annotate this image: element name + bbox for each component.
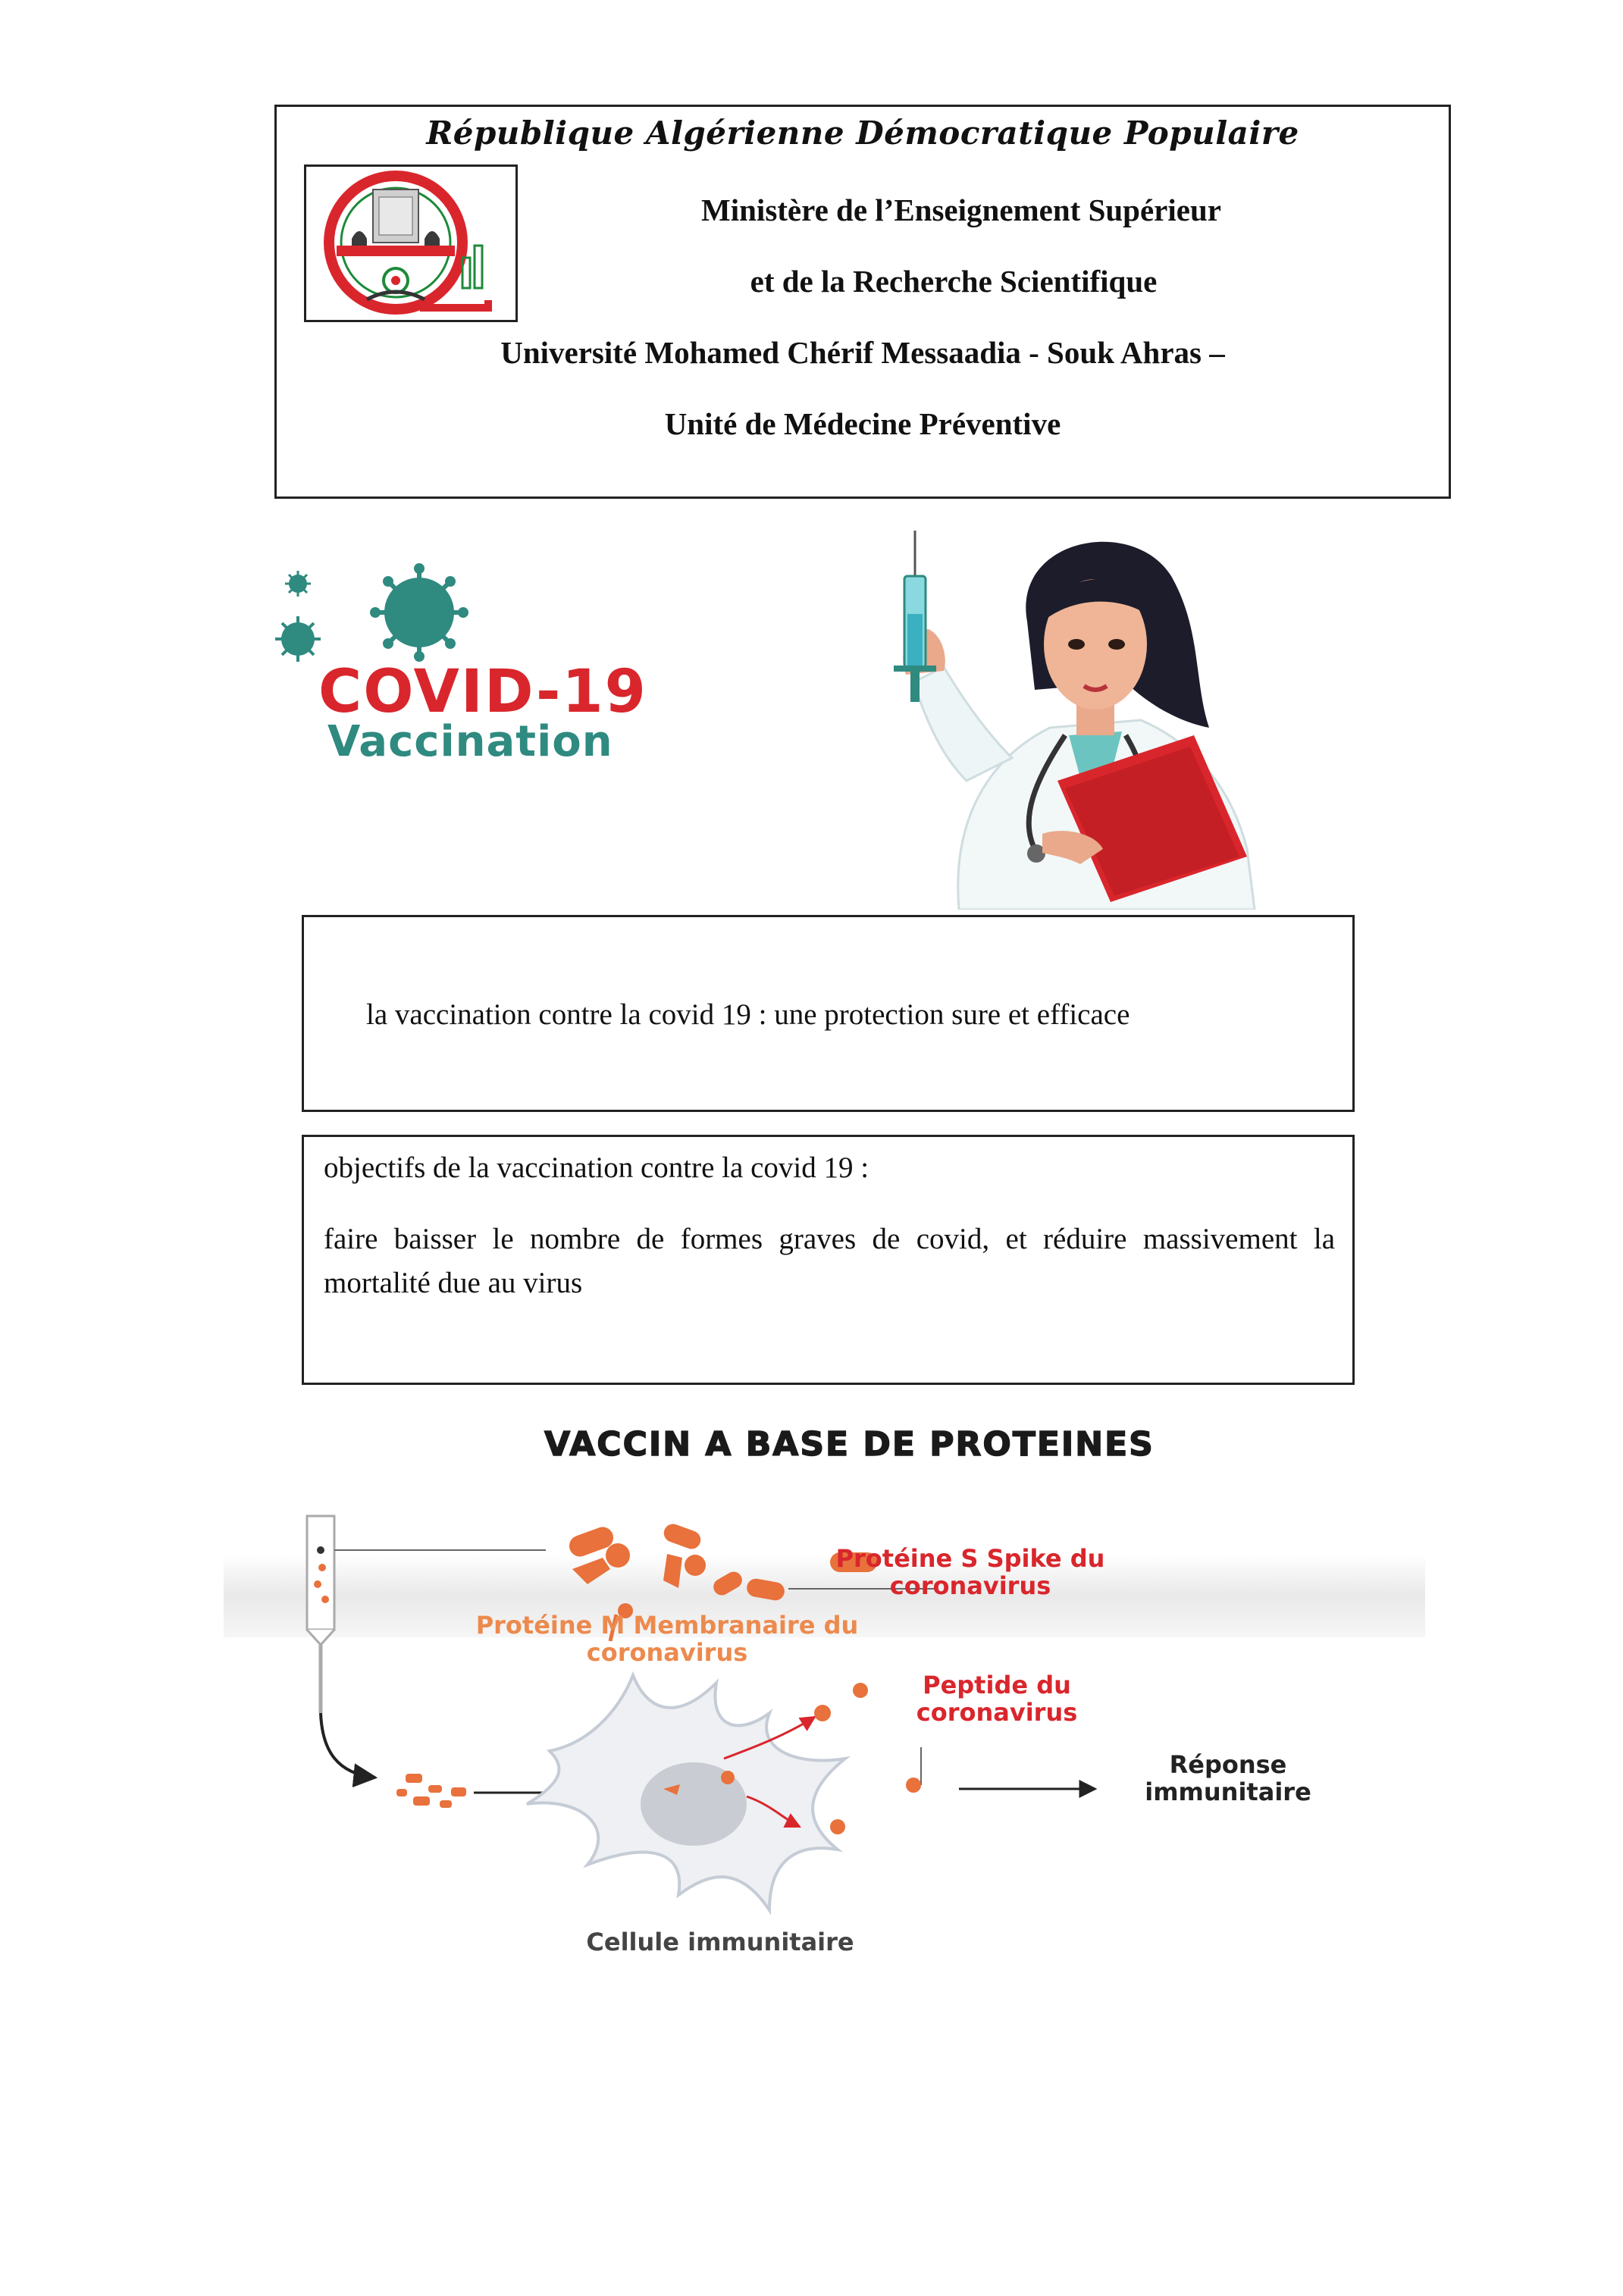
immune-cell-icon [527,1675,868,1910]
diagram-title: VACCIN A BASE DE PROTEINES [544,1425,1155,1464]
ministry-line-2: et de la Recherche Scientifique [750,264,1158,299]
virus-icon [285,571,311,597]
virus-icon [370,563,468,662]
immune-cell-label: Cellule immunitaire [586,1928,854,1956]
doctor-illustration [903,542,1255,910]
virus-icon [275,616,321,662]
objectives-title: objectifs de la vaccination contre la covid 19 : [324,1151,869,1184]
republic-title: République Algérienne Démocratique Populaire [426,114,1299,152]
vaccination-subtitle: Vaccination [327,717,613,766]
header-box [274,105,1451,499]
slogan-text: la vaccination contre la covid 19 : une protection sure et efficace [366,998,1130,1031]
covid-title: COVID-19 [318,658,647,726]
ministry-line-1: Ministère de l’Enseignement Supérieur [701,193,1221,227]
objectives-box [302,1135,1355,1385]
spike-protein-label: Protéine S Spike du coronavirus [835,1544,1105,1600]
protein-fragments-icon [396,1774,466,1808]
peptide-label: Peptide du coronavirus [916,1671,1078,1727]
slogan-box [302,915,1355,1112]
objectives-body: faire baisser le nombre de formes graves de covid, et réduire massivement la mortalité due au virus [324,1223,1335,1299]
university-name: Université Mohamed Chérif Messaadia - Souk Ahras – [500,335,1225,370]
immune-response-label: Réponse immunitaire [1145,1750,1311,1806]
membrane-protein-label: Protéine M Membranaire du coronavirus [475,1611,859,1667]
unit-name: Unité de Médecine Préventive [664,406,1061,441]
